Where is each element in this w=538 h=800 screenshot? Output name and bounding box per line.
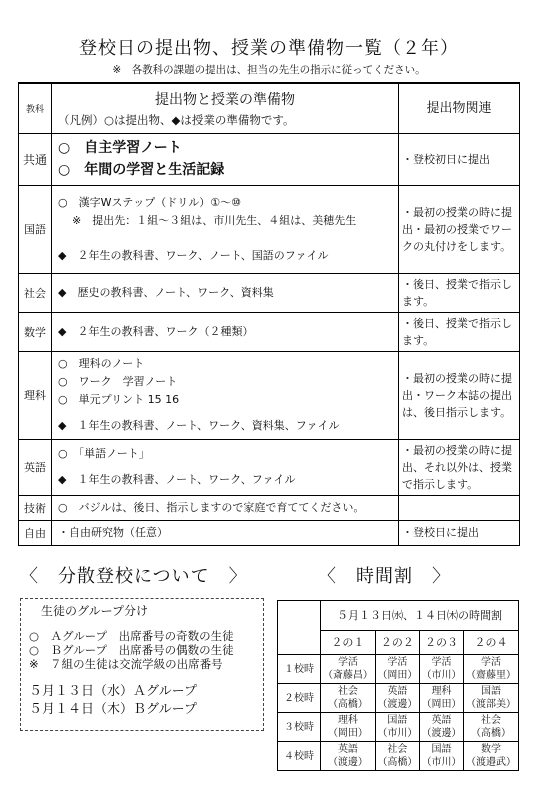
cell-subject: 国語 <box>387 715 408 726</box>
cell-teacher: （岡田） <box>377 670 418 681</box>
timetable-cell <box>321 713 376 742</box>
cell-teacher: （齋藤里） <box>466 670 517 681</box>
section-heading-attendance: 〈 分散登校について 〉 <box>20 566 248 587</box>
period-row <box>278 742 519 771</box>
cell-subject: 英語 <box>387 686 408 697</box>
cell-subject: 学活 <box>387 657 408 668</box>
class-header: ２の３ <box>419 631 463 655</box>
table-row <box>19 495 520 520</box>
timetable <box>277 600 519 771</box>
item-line: ○ 自主学習ノート <box>58 140 182 156</box>
cell-subject: 学活 <box>337 657 358 668</box>
cell-subject: 国語 <box>481 686 502 697</box>
item-line: ○ バジルは、後日、指示しますので家庭で育ててください。 <box>58 500 365 514</box>
cell-teacher: （岡田） <box>421 699 462 710</box>
cell-subject: 理科 <box>337 715 358 726</box>
class-header: ２の１ <box>321 631 376 655</box>
cell-teacher: （渡邊） <box>421 728 462 739</box>
class-header: ２の４ <box>464 631 519 655</box>
item-line: ・自由研究物（任意） <box>58 525 168 539</box>
section-heading-timetable: 〈 時間割 〉 <box>318 566 451 587</box>
item-line: ○ ワーク 学習ノート <box>58 375 178 388</box>
subject-cell: 自由 <box>19 520 52 545</box>
cell-subject: 社会 <box>387 744 408 755</box>
subject-cell: 英語 <box>19 439 52 495</box>
col-main-title: 提出物と授業の準備物 <box>155 91 295 108</box>
timetable-cell <box>375 742 419 771</box>
period-label: ３校時 <box>278 713 321 742</box>
items-cell <box>52 312 399 351</box>
subject-cell: 社会 <box>19 273 52 312</box>
group-date: ５月１３日（水）Ａグループ <box>29 684 197 699</box>
timetable-cell <box>419 742 463 771</box>
items-cell <box>52 439 399 495</box>
items-cell <box>52 495 399 520</box>
item-line: ◆ １年生の教科書、ノート、ワーク、資料集、ファイル <box>58 419 340 432</box>
timetable-cell <box>375 655 419 684</box>
item-line: ◆ 歴史の教科書、ノート、ワーク、資料集 <box>58 285 274 299</box>
item-line: ※ 提出先：１組〜３組は、市川先生、４組は、美穂先生 <box>72 213 357 227</box>
timetable-cell <box>419 713 463 742</box>
table-row <box>19 439 520 495</box>
timetable-cell <box>321 655 376 684</box>
item-line: ○ 漢字Wステップ（ドリル）①〜⑩ <box>58 195 241 209</box>
group-date: ５月１４日（木）Ｂグループ <box>29 702 197 717</box>
period-row <box>278 684 519 713</box>
subject-cell: 共通 <box>19 133 52 185</box>
table-row <box>19 312 520 351</box>
timetable-cell <box>321 742 376 771</box>
cell-subject: 英語 <box>431 715 452 726</box>
timetable-cell <box>464 713 519 742</box>
items-cell <box>52 133 399 185</box>
cell-teacher: （岡田） <box>327 728 368 739</box>
items-table <box>18 82 520 546</box>
period-row <box>278 713 519 742</box>
cell-teacher: （高橋） <box>377 757 418 768</box>
cell-subject: 英語 <box>337 744 358 755</box>
table-row <box>19 273 520 312</box>
subject-cell: 国語 <box>19 185 52 273</box>
class-header: ２の２ <box>375 631 419 655</box>
items-cell <box>52 520 399 545</box>
table-row <box>19 520 520 545</box>
timetable-cell <box>419 684 463 713</box>
col-related-header: 提出物関連 <box>399 83 520 133</box>
cell-subject: 社会 <box>481 715 502 726</box>
cell-subject: 理科 <box>431 686 452 697</box>
cell-teacher: （渡邉武） <box>466 757 517 768</box>
cell-teacher: （渡邊） <box>377 699 418 710</box>
col-main-header <box>52 83 399 133</box>
item-line: ○ 単元プリント 15 16 <box>58 393 180 406</box>
timetable-cell <box>419 655 463 684</box>
item-line: ○ 理科のノート <box>58 357 145 370</box>
instruction-note: ※ 各教科の課題の提出は、担当の先生の指示に従ってください。 <box>112 64 426 76</box>
group-line: ○ Ａグループ 出席番号の奇数の生徒 <box>29 629 234 643</box>
subject-cell: 数学 <box>19 312 52 351</box>
timetable-cell <box>375 684 419 713</box>
table-row <box>19 185 520 273</box>
timetable-cell <box>464 684 519 713</box>
cell-teacher: （渡邊） <box>327 757 368 768</box>
items-cell <box>52 273 399 312</box>
cell-teacher: （渡部美） <box>466 699 517 710</box>
timetable-cell <box>321 684 376 713</box>
timetable-cell <box>375 713 419 742</box>
group-title: 生徒のグループ分け <box>41 604 149 618</box>
group-line: ※ ７組の生徒は交流学級の出席番号 <box>29 657 223 671</box>
table-row <box>19 351 520 439</box>
group-line: ○ Ｂグループ 出席番号の偶数の生徒 <box>29 643 234 657</box>
timetable-cell <box>464 742 519 771</box>
period-label: ４校時 <box>278 742 321 771</box>
items-cell <box>52 351 399 439</box>
items-cell <box>52 185 399 273</box>
item-line: ◆ １年生の教科書、ノート、ワーク、ファイル <box>58 473 296 486</box>
cell-subject: 国語 <box>431 744 452 755</box>
cell-teacher: （高橋） <box>471 728 512 739</box>
related-cell: ・登校初日に提出 <box>399 133 520 185</box>
related-cell: ・最初の授業の時に提出、それ以外は、授業で指示します。 <box>399 439 520 495</box>
cell-subject: 学活 <box>481 657 502 668</box>
group-box <box>20 598 264 731</box>
cell-teacher: （斎藤昌） <box>322 670 373 681</box>
cell-teacher: （高橋） <box>327 699 368 710</box>
period-label: ２校時 <box>278 684 321 713</box>
related-cell <box>399 495 520 520</box>
legend: （凡例）○は提出物、◆は授業の準備物です。 <box>58 112 295 127</box>
period-row <box>278 655 519 684</box>
related-cell: ・登校日に提出 <box>399 520 520 545</box>
related-cell: ・後日、授業で指示します。 <box>399 273 520 312</box>
col-subject-header: 教科 <box>19 83 52 133</box>
cell-teacher: （市川） <box>377 728 418 739</box>
related-cell: ・最初の授業の時に提出・最初の授業でワークの丸付けをします。 <box>399 185 520 273</box>
item-line: ◆ ２年生の教科書、ワーク、ノート、国語のファイル <box>58 248 329 262</box>
cell-teacher: （市川） <box>421 757 462 768</box>
cell-subject: 学活 <box>431 657 452 668</box>
related-cell: ・後日、授業で指示します。 <box>399 312 520 351</box>
period-label: １校時 <box>278 655 321 684</box>
cell-subject: 数学 <box>481 744 502 755</box>
cell-subject: 社会 <box>337 686 358 697</box>
related-cell: ・最初の授業の時に提出・ワーク本誌の提出は、後日指示します。 <box>399 351 520 439</box>
timetable-title: ５月１３日㈬、１４日㈭の時間割 <box>321 601 519 631</box>
cell-teacher: （市川） <box>421 670 462 681</box>
subject-cell: 理科 <box>19 351 52 439</box>
page-title: 登校日の提出物、授業の準備物一覧（２年） <box>79 38 459 59</box>
timetable-cell <box>464 655 519 684</box>
item-line: ○ 年間の学習と生活記録 <box>58 162 225 178</box>
subject-cell: 技術 <box>19 495 52 520</box>
item-line: ◆ ２年生の教科書、ワーク（２種類） <box>58 324 254 338</box>
table-row <box>19 133 520 185</box>
item-line: ○ 「単語ノート」 <box>58 447 150 460</box>
